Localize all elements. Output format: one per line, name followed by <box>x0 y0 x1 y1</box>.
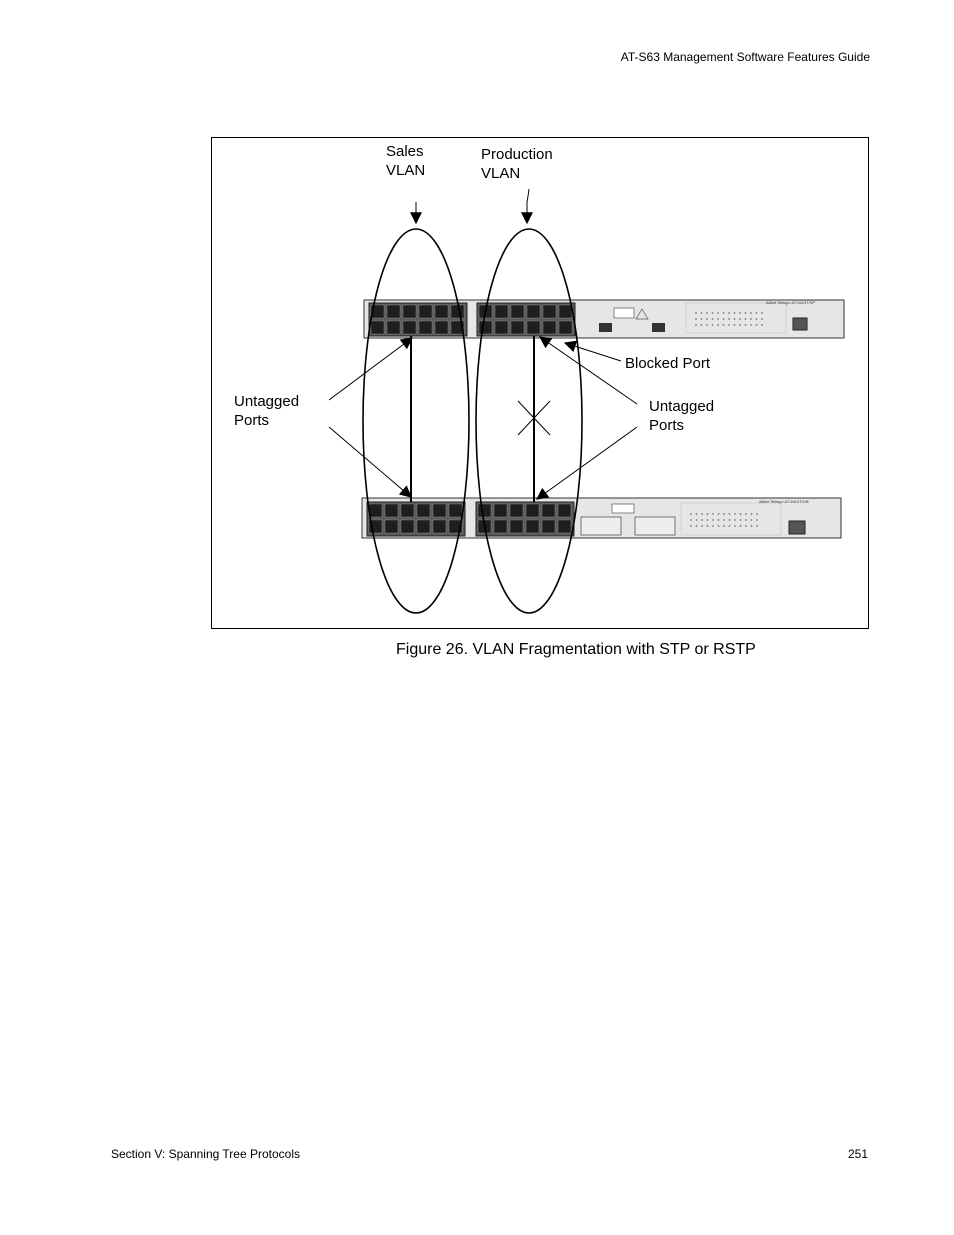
untagged-left-line-2: Ports <box>234 412 270 429</box>
ethernet-port <box>495 305 508 318</box>
status-led <box>712 525 714 527</box>
status-led <box>707 525 709 527</box>
untagged-ports-left-label <box>234 392 299 430</box>
status-led <box>690 525 692 527</box>
status-led <box>707 519 709 521</box>
ethernet-port <box>433 520 446 533</box>
status-led <box>740 525 742 527</box>
ethernet-port <box>433 504 446 517</box>
untagged-ports-right-label <box>649 397 714 435</box>
sales-vlan-label-line-2: VLAN <box>386 162 426 179</box>
ethernet-port <box>543 321 556 334</box>
status-led <box>750 318 752 320</box>
status-led <box>756 519 758 521</box>
ethernet-port <box>558 520 571 533</box>
top-sfp-port-2 <box>652 323 665 332</box>
ethernet-port <box>543 305 556 318</box>
status-led <box>745 513 747 515</box>
status-led <box>734 324 736 326</box>
status-led <box>734 312 736 314</box>
top-switch <box>364 300 844 338</box>
status-led <box>734 513 736 515</box>
bottom-gbic-slot-1 <box>581 517 621 535</box>
ethernet-port <box>387 321 400 334</box>
ethernet-port <box>417 504 430 517</box>
status-led <box>750 324 752 326</box>
status-led <box>690 513 692 515</box>
status-led <box>761 318 763 320</box>
ethernet-port <box>403 321 416 334</box>
ethernet-port <box>511 321 524 334</box>
ethernet-port <box>403 305 416 318</box>
ethernet-port <box>559 321 572 334</box>
status-led <box>723 324 725 326</box>
status-led <box>739 312 741 314</box>
status-led <box>701 525 703 527</box>
status-led <box>696 525 698 527</box>
ethernet-port <box>385 504 398 517</box>
status-led <box>756 324 758 326</box>
status-led <box>695 324 697 326</box>
status-led <box>707 513 709 515</box>
status-led <box>723 318 725 320</box>
status-led <box>706 324 708 326</box>
status-led <box>695 318 697 320</box>
bottom-model-label: Allied Telesyn AT-9424T/GB <box>759 499 809 504</box>
ethernet-port <box>369 504 382 517</box>
ethernet-port <box>385 520 398 533</box>
status-led <box>756 312 758 314</box>
ethernet-port <box>542 520 555 533</box>
vlan-fragmentation-diagram <box>211 137 869 629</box>
status-led <box>690 519 692 521</box>
status-led <box>756 525 758 527</box>
top-terminal-port <box>793 318 807 330</box>
page-number: 251 <box>847 1147 868 1161</box>
status-led <box>745 318 747 320</box>
ethernet-port <box>510 520 523 533</box>
production-vlan-label-line-1: Production <box>481 146 553 163</box>
figure-frame <box>212 138 869 629</box>
status-led <box>739 324 741 326</box>
bottom-terminal-port <box>789 521 805 534</box>
ethernet-port <box>435 321 448 334</box>
ethernet-port <box>526 520 539 533</box>
status-led <box>728 312 730 314</box>
status-led <box>734 525 736 527</box>
ethernet-port <box>510 504 523 517</box>
untagged-left-line-1: Untagged <box>234 393 300 410</box>
ethernet-port <box>417 520 430 533</box>
ethernet-port <box>401 504 414 517</box>
status-led <box>718 525 720 527</box>
status-led <box>695 312 697 314</box>
sales-vlan-label <box>386 142 425 180</box>
ethernet-port <box>451 305 464 318</box>
untagged-right-line-2: Ports <box>649 417 685 434</box>
status-led <box>756 513 758 515</box>
status-led <box>729 513 731 515</box>
status-led <box>728 318 730 320</box>
status-led <box>712 318 714 320</box>
status-led <box>706 318 708 320</box>
status-led <box>740 513 742 515</box>
ethernet-port <box>495 321 508 334</box>
status-led <box>701 513 703 515</box>
status-led <box>701 312 703 314</box>
bottom-gbic-slot-2 <box>635 517 675 535</box>
status-led <box>751 525 753 527</box>
ethernet-port <box>419 305 432 318</box>
status-led <box>723 513 725 515</box>
top-model-label: Allied Telesyn AT-9424T/SP <box>766 300 816 305</box>
ethernet-port <box>387 305 400 318</box>
status-led <box>729 525 731 527</box>
status-led <box>745 324 747 326</box>
status-led <box>734 318 736 320</box>
ethernet-port <box>479 321 492 334</box>
status-led <box>723 312 725 314</box>
status-led <box>701 318 703 320</box>
status-led <box>761 324 763 326</box>
ethernet-port <box>559 305 572 318</box>
ethernet-port <box>494 504 507 517</box>
ethernet-port <box>527 305 540 318</box>
status-led <box>723 519 725 521</box>
status-led <box>718 513 720 515</box>
status-led <box>740 519 742 521</box>
status-led <box>696 519 698 521</box>
sales-vlan-label-line-1: Sales <box>386 143 424 160</box>
status-led <box>761 312 763 314</box>
running-header: AT-S63 Management Software Features Guide <box>620 50 870 64</box>
status-led <box>701 519 703 521</box>
status-led <box>696 513 698 515</box>
ethernet-port <box>478 504 491 517</box>
ethernet-port <box>527 321 540 334</box>
status-led <box>745 312 747 314</box>
status-led <box>712 513 714 515</box>
status-led <box>745 525 747 527</box>
status-led <box>739 318 741 320</box>
bottom-switch <box>362 498 841 538</box>
ethernet-port <box>494 520 507 533</box>
blocked-port-label: Blocked Port <box>625 355 711 372</box>
status-led <box>750 312 752 314</box>
status-led <box>712 312 714 314</box>
footer-section: Section V: Spanning Tree Protocols <box>111 1147 300 1161</box>
top-sfp-port-1 <box>599 323 612 332</box>
status-led <box>729 519 731 521</box>
status-led <box>717 318 719 320</box>
ethernet-port <box>558 504 571 517</box>
status-led <box>723 525 725 527</box>
ethernet-port <box>542 504 555 517</box>
figure-caption: Figure 26. VLAN Fragmentation with STP or RSTP <box>396 641 756 658</box>
ethernet-port <box>511 305 524 318</box>
ethernet-port <box>526 504 539 517</box>
ethernet-port <box>371 321 384 334</box>
untagged-right-line-1: Untagged <box>649 398 715 415</box>
status-led <box>718 519 720 521</box>
status-led <box>751 519 753 521</box>
status-led <box>756 318 758 320</box>
ethernet-port <box>449 504 462 517</box>
status-led <box>712 324 714 326</box>
status-led <box>734 519 736 521</box>
status-led <box>717 324 719 326</box>
production-vlan-label-line-2: VLAN <box>481 165 521 182</box>
ethernet-port <box>419 321 432 334</box>
status-led <box>701 324 703 326</box>
status-led <box>745 519 747 521</box>
status-led <box>728 324 730 326</box>
status-led <box>751 513 753 515</box>
ethernet-port <box>435 305 448 318</box>
status-led <box>712 519 714 521</box>
ethernet-port <box>401 520 414 533</box>
production-vlan-label <box>481 145 553 183</box>
status-led <box>717 312 719 314</box>
status-led <box>706 312 708 314</box>
